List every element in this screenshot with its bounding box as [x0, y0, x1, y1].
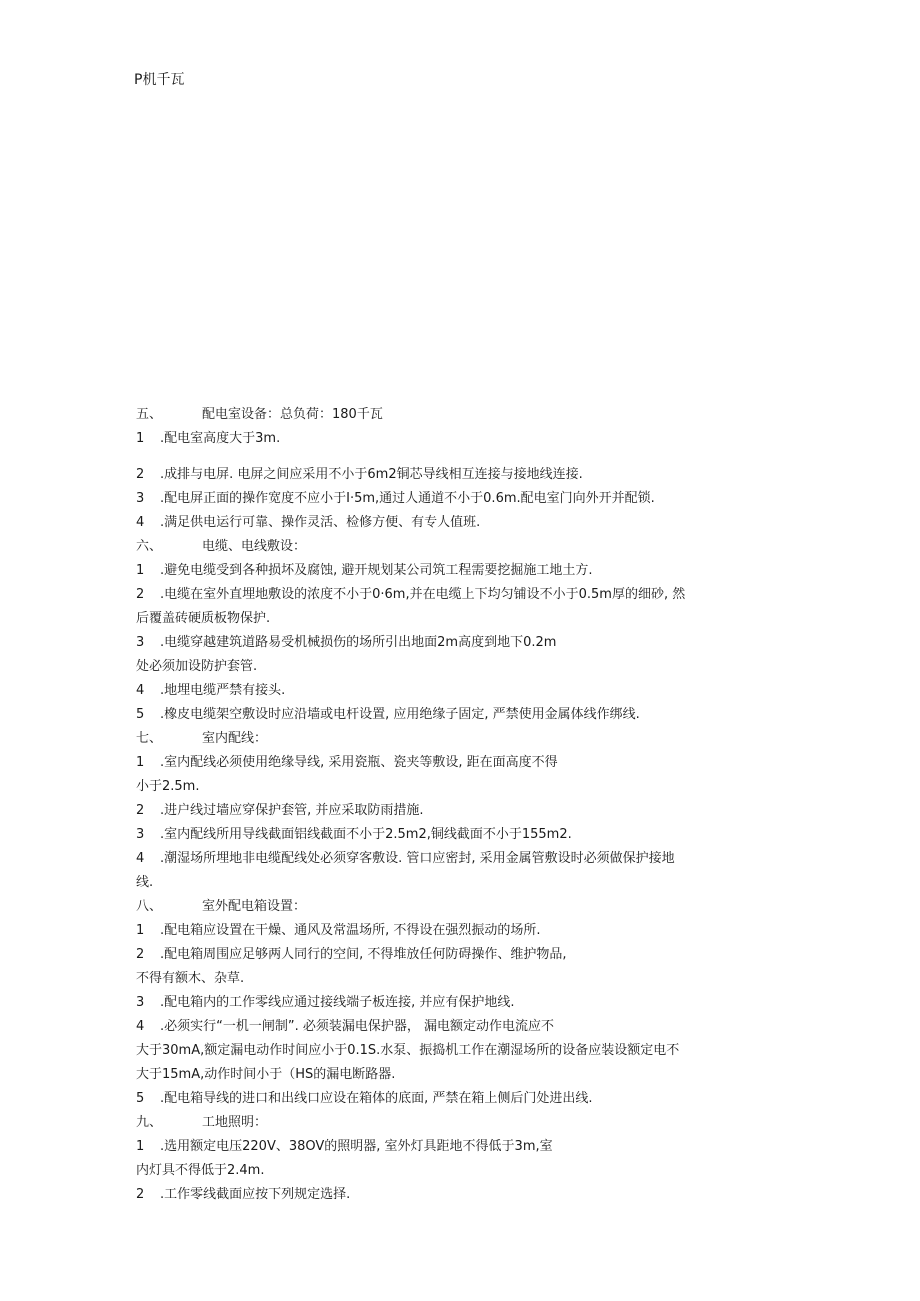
text-line	[136, 775, 786, 799]
item-text: .避免电缆受到各种损坏及腐蚀, 避开规划某公司筑工程需要挖掘施工地土方.	[160, 563, 593, 578]
section-title: 室外配电箱设置：	[202, 899, 307, 914]
item-text: .配电箱内的工作零线应通过接线端子板连接, 并应有保护地线.	[160, 995, 515, 1010]
item-number: 1	[136, 1139, 145, 1154]
text-line	[136, 799, 786, 823]
item-text: .成排与电屏. 电屏之间应采用不小于6m2铜芯导线相互连接与接地线连接.	[160, 467, 583, 482]
item-text: 小于2.5m.	[136, 779, 200, 794]
section-heading-s6	[136, 535, 786, 559]
text-line	[136, 1015, 786, 1039]
text-line	[136, 1039, 786, 1063]
text-line	[136, 655, 786, 679]
text-line	[136, 823, 786, 847]
item-text: .室内配线所用导线截面铝线截面不小于2.5m2,铜线截面不小于155m2.	[160, 827, 572, 842]
text-line	[136, 751, 786, 775]
text-line	[136, 1135, 786, 1159]
item-text: .工作零线截面应按下列规定选择.	[160, 1187, 351, 1202]
document-body	[136, 403, 786, 1207]
item-number: 4	[136, 1019, 145, 1034]
text-line	[136, 1159, 786, 1183]
item-number: 4	[136, 683, 145, 698]
item-text: .配电室高度大于3m.	[160, 431, 281, 446]
item-number: 1	[136, 431, 145, 446]
item-number: 2	[136, 803, 145, 818]
item-number: 3	[136, 635, 145, 650]
section-heading-s5	[136, 403, 786, 427]
text-line	[136, 1063, 786, 1087]
text-line	[136, 847, 786, 871]
item-number: 2	[136, 467, 145, 482]
text-line	[136, 679, 786, 703]
item-number: 3	[136, 995, 145, 1010]
item-number: 3	[136, 827, 145, 842]
item-text: 线.	[136, 875, 154, 890]
item-number: 2	[136, 947, 145, 962]
section-number: 五、	[136, 407, 163, 422]
section-number: 六、	[136, 539, 163, 554]
text-line	[136, 559, 786, 583]
item-number: 1	[136, 923, 145, 938]
text-line	[136, 607, 786, 631]
item-number: 5	[136, 1091, 145, 1106]
item-text: 大于30mA,额定漏电动作时间应小于0.1S.水泵、振捣机工作在潮湿场所的设备应装设额定电不	[136, 1043, 680, 1058]
item-number: 1	[136, 755, 145, 770]
item-number: 2	[136, 1187, 145, 1202]
item-text: .橡皮电缆架空敷设时应沿墙或电杆设置, 应用绝缘子固定, 严禁使用金属体线作绑线.	[160, 707, 640, 722]
item-text: .室内配线必须使用绝缘导线, 采用瓷瓶、瓷夹等敷设, 距在面高度不得	[160, 755, 558, 770]
text-line	[136, 991, 786, 1015]
item-text: .配电箱应设置在干燥、通风及常温场所, 不得设在强烈振动的场所.	[160, 923, 541, 938]
item-text: .满足供电运行可靠、操作灵活、检修方便、有专人值班.	[160, 515, 481, 530]
item-number: 4	[136, 515, 145, 530]
text-line	[136, 703, 786, 727]
item-text: .配电屏正面的操作宽度不应小于I·5m,通过人通道不小于0.6m.配电室门向外开并配锁.	[160, 491, 655, 506]
item-text: .必须实行“一机一闸制”. 必须装漏电保护器， 漏电额定动作电流应不	[160, 1019, 554, 1034]
item-text: 大于15mA,动作时间小于（HS的漏电断路器.	[136, 1067, 396, 1082]
text-line	[136, 427, 786, 451]
text-line	[136, 919, 786, 943]
header-line: P机千瓦	[134, 72, 185, 88]
section-heading-s9	[136, 1111, 786, 1135]
section-title: 工地照明：	[202, 1115, 268, 1130]
item-number: 5	[136, 707, 145, 722]
item-text: .配电箱周围应足够两人同行的空间, 不得堆放任何防碍操作、维护物品,	[160, 947, 567, 962]
text-line	[136, 583, 786, 607]
item-text: .潮湿场所埋地非电缆配线处必须穿客敷设. 管口应密封, 采用金属管敷设时必须做保护接地	[160, 851, 675, 866]
item-text: .电缆在室外直埋地敷设的浓度不小于0·6m,并在电缆上下均匀铺设不小于0.5m厚的细砂, 然	[160, 587, 686, 602]
item-text: 内灯具不得低于2.4m.	[136, 1163, 265, 1178]
item-number: 1	[136, 563, 145, 578]
text-line	[136, 511, 786, 535]
item-text: .选用额定电压220V、38OV的照明器, 室外灯具距地不得低于3m,室	[160, 1139, 553, 1154]
text-line	[136, 463, 786, 487]
section-title: 室内配线：	[202, 731, 268, 746]
item-text: .进户线过墙应穿保护套管, 并应采取防雨措施.	[160, 803, 424, 818]
section-number: 八、	[136, 899, 163, 914]
item-text: .地埋电缆严禁有接头.	[160, 683, 286, 698]
section-number: 七、	[136, 731, 163, 746]
item-text: 处必须加设防护套管.	[136, 659, 258, 674]
text-line	[136, 1183, 786, 1207]
section-heading-s8	[136, 895, 786, 919]
text-line	[136, 487, 786, 511]
item-text: .配电箱导线的进口和出线口应设在箱体的底面, 严禁在箱上侧后门处进出线.	[160, 1091, 593, 1106]
text-line	[136, 871, 786, 895]
section-title: 配电室设备：总负荷：180千瓦	[202, 407, 383, 422]
text-line	[136, 943, 786, 967]
text-line	[136, 967, 786, 991]
item-number: 4	[136, 851, 145, 866]
item-number: 2	[136, 587, 145, 602]
section-title: 电缆、电线敷设：	[202, 539, 307, 554]
item-number: 3	[136, 491, 145, 506]
text-line	[136, 1087, 786, 1111]
section-number: 九、	[136, 1115, 163, 1130]
section-heading-s7	[136, 727, 786, 751]
text-line	[136, 631, 786, 655]
item-text: 后覆盖砖硬质板物保护.	[136, 611, 271, 626]
item-text: .电缆穿越建筑道路易受机械损伤的场所引出地面2m高度到地下0.2m	[160, 635, 557, 650]
item-text: 不得有额木、杂草.	[136, 971, 245, 986]
